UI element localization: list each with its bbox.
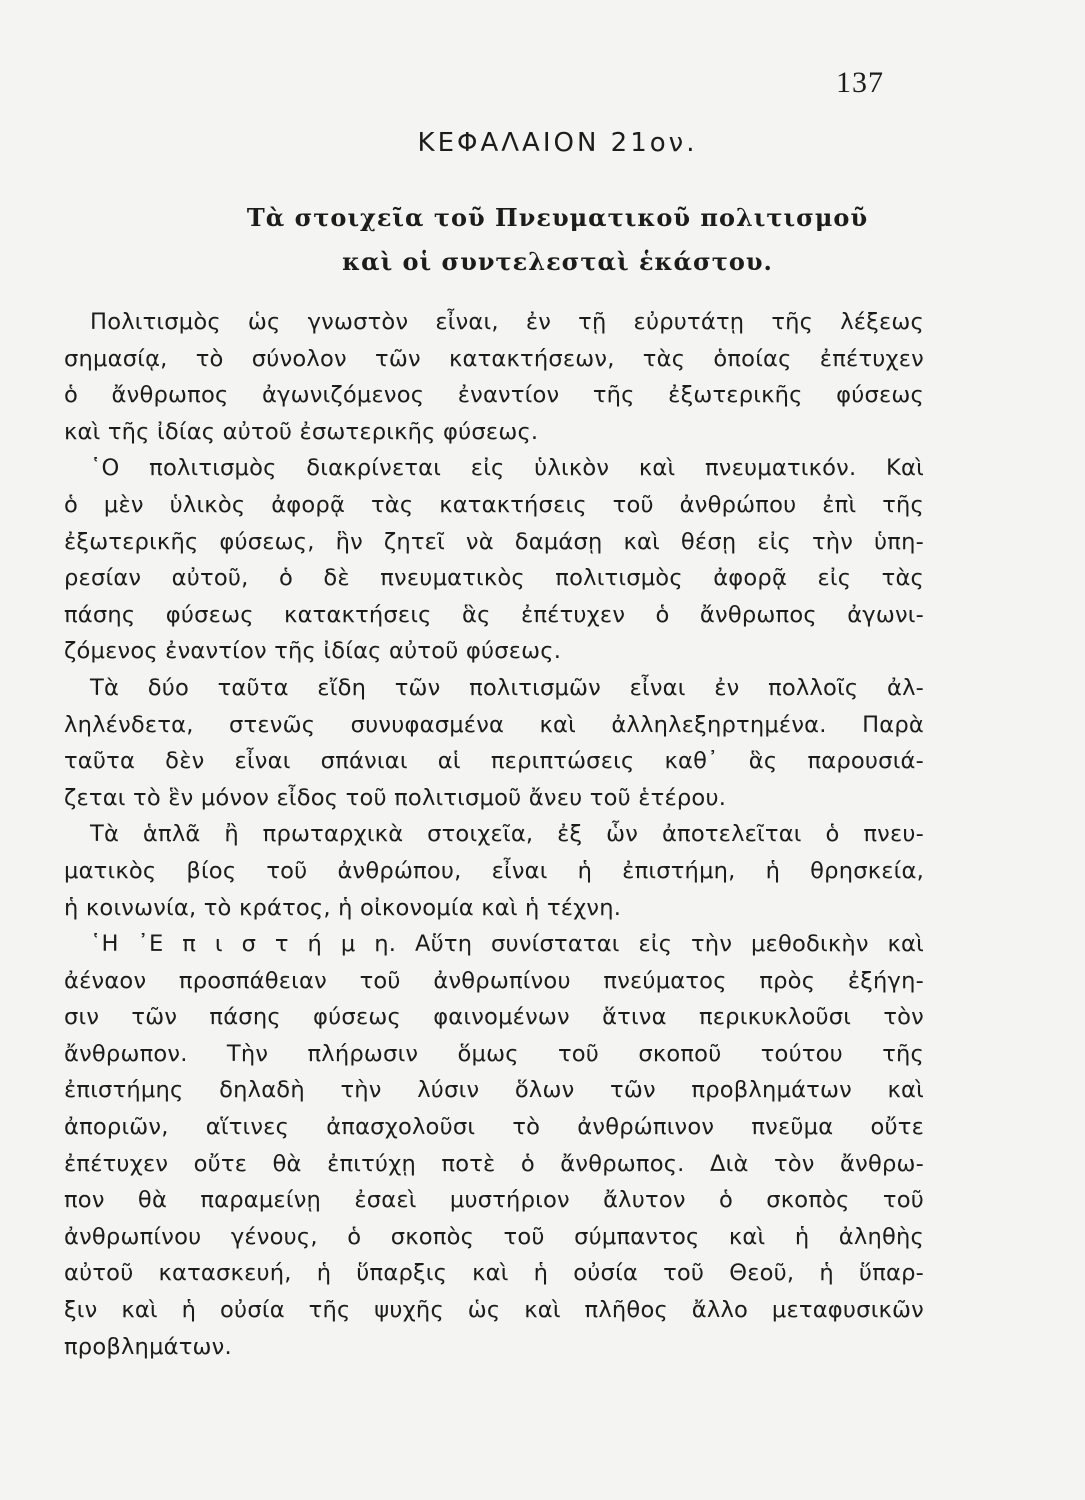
text-line: αὐτοῦ κατασκευή, ἡ ὕπαρξις καὶ ἡ οὐσία τοῦ Θεοῦ, ἡ ὕπαρ-: [64, 1260, 924, 1287]
text-line: πάσης φύσεως κατακτήσεις ἃς ἐπέτυχεν ὁ ἄνθρωπος ἀγωνι-: [64, 601, 924, 628]
text-line: Τὰ ἁπλᾶ ἢ πρωταρχικὰ στοιχεῖα, ἐξ ὧν ἀποτελεῖται ὁ πνευ-: [90, 821, 924, 848]
text-line: ζόμενος ἐναντίον τῆς ἰδίας αὐτοῦ φύσεως.: [64, 638, 562, 665]
text-line: ἀποριῶν, αἵτινες ἀπασχολοῦσι τὸ ἀνθρώπινον πνεῦμα οὔτε: [64, 1114, 924, 1141]
text-line: Τὰ δύο ταῦτα εἴδη τῶν πολιτισμῶν εἶναι ἐν πολλοῖς ἀλ-: [90, 674, 924, 701]
text-line: Πολιτισμὸς ὡς γνωστὸν εἶναι, ἐν τῇ εὐρυτάτῃ τῆς λέξεως: [90, 309, 924, 335]
text-line: ἄνθρωπον. Τὴν πλήρωσιν ὅμως τοῦ σκοποῦ τούτου τῆς: [64, 1040, 924, 1067]
paragraph-elements: [64, 816, 924, 926]
text-line: ρεσίαν αὐτοῦ, ὁ δὲ πνευματικὸς πολιτισμὸς ἀφορᾷ εἰς τὰς: [64, 565, 924, 592]
text-line: ἐπιστήμης δηλαδὴ τὴν λύσιν ὅλων τῶν προβλημάτων καὶ: [64, 1077, 924, 1104]
paragraph-definition: [64, 304, 924, 450]
chapter-title-line: καὶ οἱ συντελεσταὶ ἑκάστου.: [342, 247, 773, 276]
text-line: ξιν καὶ ἡ οὐσία τῆς ψυχῆς ὡς καὶ πλῆθος ἄλλο μεταφυσικῶν: [64, 1297, 924, 1324]
chapter-title-line: Τὰ στοιχεῖα τοῦ Πνευματικοῦ πολιτισμοῦ: [246, 203, 869, 232]
text-line: ὁ μὲν ὑλικὸς ἀφορᾷ τὰς κατακτήσεις τοῦ ἀνθρώπου ἐπὶ τῆς: [64, 491, 924, 518]
text-line: ῾Η ᾽Ε π ι σ τ ή μ η. Αὕτη συνίσταται εἰς τὴν μεθοδικὴν καὶ: [90, 931, 924, 958]
paragraph-science: [64, 926, 924, 1365]
text-line: ματικὸς βίος τοῦ ἀνθρώπου, εἶναι ἡ ἐπιστήμη, ἡ θρησκεία,: [64, 857, 924, 884]
paragraph-material-spiritual: [64, 450, 924, 670]
text-line: ὁ ἄνθρωπος ἀγωνιζόμενος ἐναντίον τῆς ἐξωτερικῆς φύσεως: [64, 382, 924, 409]
chapter-title: [0, 196, 1085, 284]
paragraph-interdependence: [64, 670, 924, 816]
text-line: ἐξωτερικῆς φύσεως, ἣν ζητεῖ νὰ δαμάσῃ καὶ θέσῃ εἰς τὴν ὑπη-: [64, 528, 924, 555]
text-line: ταῦτα δὲν εἶναι σπάνιαι αἱ περιπτώσεις καθ᾽ ἃς παρουσιά-: [64, 748, 924, 775]
text-line: ἀέναον προσπάθειαν τοῦ ἀνθρωπίνου πνεύματος πρὸς ἐξήγη-: [64, 967, 924, 994]
chapter-heading: ΚΕΦΑΛΑΙΟΝ 21ον.: [417, 128, 698, 158]
text-line: ζεται τὸ ἓν μόνον εἶδος τοῦ πολιτισμοῦ ἄνευ τοῦ ἑτέρου.: [64, 784, 727, 811]
text-line: προβλημάτων.: [64, 1333, 232, 1360]
text-line: ἐπέτυχεν οὔτε θὰ ἐπιτύχῃ ποτὲ ὁ ἄνθρωπος. Διὰ τὸν ἄνθρω-: [64, 1150, 924, 1177]
text-line: σιν τῶν πάσης φύσεως φαινομένων ἅτινα περικυκλοῦσι τὸν: [64, 1004, 924, 1031]
text-line: ληλένδετα, στενῶς συνυφασμένα καὶ ἀλληλεξηρτημένα. Παρὰ: [64, 711, 924, 738]
text-line: ῾Ο πολιτισμὸς διακρίνεται εἰς ὑλικὸν καὶ πνευματικόν. Καὶ: [90, 455, 924, 482]
text-line: σημασίᾳ, τὸ σύνολον τῶν κατακτήσεων, τὰς ὁποίας ἐπέτυχεν: [64, 345, 924, 372]
text-line: ἀνθρωπίνου γένους, ὁ σκοπὸς τοῦ σύμπαντος καὶ ἡ ἀληθὴς: [64, 1223, 924, 1250]
text-line: ἡ κοινωνία, τὸ κράτος, ἡ οἰκονομία καὶ ἡ τέχνη.: [64, 894, 622, 921]
text-line: καὶ τῆς ἰδίας αὐτοῦ ἐσωτερικῆς φύσεως.: [64, 418, 539, 445]
body-text: [64, 304, 924, 1365]
text-line: πον θὰ παραμείνῃ ἐσαεὶ μυστήριον ἄλυτον ὁ σκοπὸς τοῦ: [64, 1187, 924, 1214]
page-number: 137: [836, 66, 884, 99]
